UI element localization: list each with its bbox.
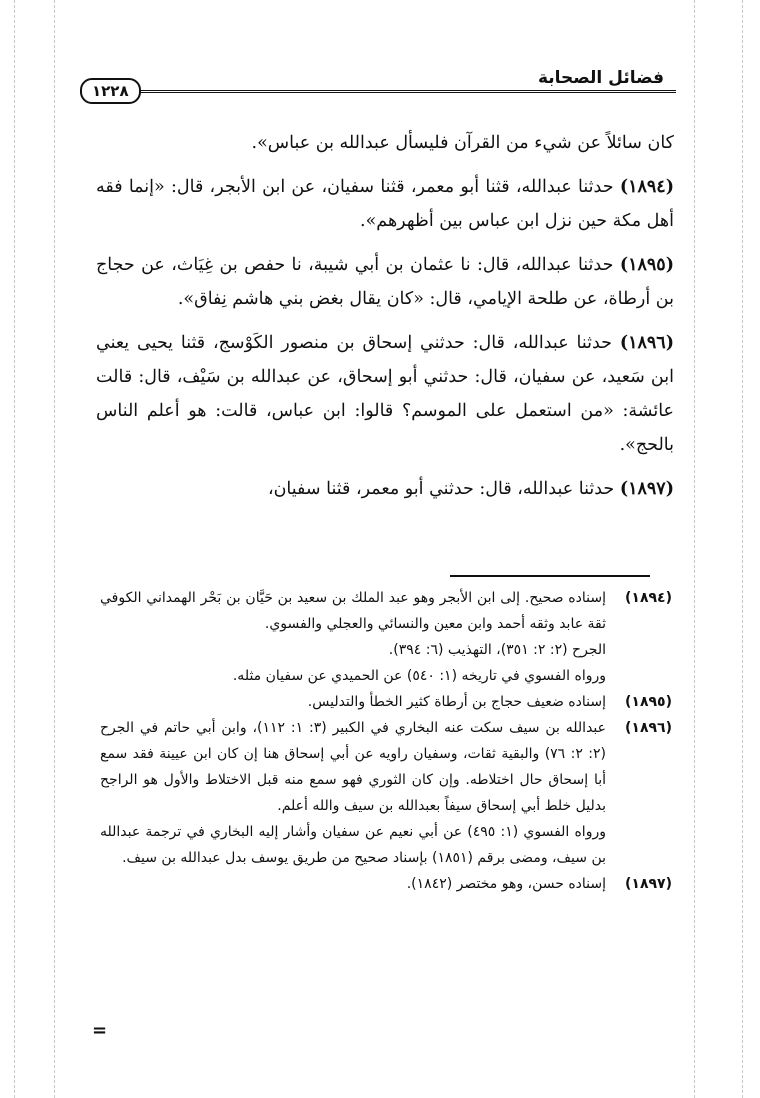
right-margin-rule xyxy=(694,0,695,1098)
header-rule xyxy=(80,90,676,93)
hadith-1894: (١٨٩٤) حدثنا عبدالله، قثنا أبو معمر، قثنا سفيان، عن ابن الأبجر، قال: «إنما فقه أهل مكة حين نزل ابن عباس بين أظهرهم». xyxy=(96,177,674,231)
hadith-1896: (١٨٩٦) حدثنا عبدالله، قال: حدثني إسحاق بن منصور الكَوْسج، قثنا يحيى يعني ابن سَعيد، عن سفيان، قال: حدثني أبو إسحاق، عن عبدالله بن سَيْف، قال: قالت عائشة: «من استعمل على الموسم؟ قالوا: ابن عباس، قالت: هو أعلم الناس بالحج». xyxy=(96,333,674,455)
left-margin-rule-2 xyxy=(54,0,55,1098)
footnote-1895: (١٨٩٥) إسناده ضعيف حجاج بن أرطاة كثير الخطأ والتدليس. xyxy=(100,689,672,715)
hadith-1897: (١٨٩٧) حدثنا عبدالله، قال: حدثني أبو معمر، قثنا سفيان، xyxy=(267,479,674,499)
right-margin-rule-2 xyxy=(742,0,743,1098)
hadith-number: (١٨٩٧) xyxy=(619,479,674,499)
footnote-1894: (١٨٩٤) إسناده صحيح. إلى ابن الأبجر وهو عبد الملك بن سعيد بن حَيَّان بن بَحْر الهمداني الكوفي ثقة عابد وثقه أحمد وابن معين والنسائي والعجلي والفسوي. الجرح (٢: ٢: ٣٥١)، التهذيب (٦: ٣٩٤). ورواه الفسوي في تاريخه (١: ٥٤٠) عن الحميدي عن سفيان مثله. xyxy=(100,585,672,689)
footnote-number: (١٨٩٥) xyxy=(625,694,672,710)
footnote-number: (١٨٩٦) xyxy=(625,720,672,736)
footnotes xyxy=(100,585,672,897)
main-text xyxy=(96,126,674,516)
footnote-1897: (١٨٩٧) إسناده حسن، وهو مختصر (١٨٤٢). xyxy=(100,871,672,897)
continuation-mark: = xyxy=(92,1020,108,1041)
footnote-number: (١٨٩٧) xyxy=(625,876,672,892)
hadith-1895: (١٨٩٥) حدثنا عبدالله، قال: نا عثمان بن أبي شيبة، نا حفص بن غِيَاث، عن حجاج بن أرطاة، عن طلحة الإيامي، قال: «كان يقال بغض بني هاشم نِفاق». xyxy=(96,255,674,309)
footnote-1896: (١٨٩٦) عبدالله بن سيف سكت عنه البخاري في الكبير (٣: ١: ١١٢)، وابن أبي حاتم في الجرح (٢: ٢: ٧٦) والبقية ثقات، وسفيان راويه عن أبي إسحاق هنا إن كان ابن عيينة فقد سمع أبا إسحاق حال اختلاطه. وإن كان الثوري فهو سمع منه قبل الاختلاط والأول هو الراجح بدليل خلط أبي إسحاق سيفاً بعبدالله بن سيف والله أعلم. ورواه الفسوي (١: ٤٩٥) عن أبي نعيم عن سفيان وأشار إليه البخاري في ترجمة عبدالله بن سيف، ومضى برقم (١٨٥١) بإسناد صحيح من طريق يوسف بدل عبدالله بن سيف. xyxy=(100,715,672,871)
page-header xyxy=(80,66,676,106)
footnote-number: (١٨٩٤) xyxy=(625,590,672,606)
hadith-number: (١٨٩٦) xyxy=(619,333,674,353)
left-margin-rule xyxy=(14,0,15,1098)
running-title: فضائل الصحابة xyxy=(537,68,664,88)
hadith-number: (١٨٩٥) xyxy=(619,255,674,275)
footnote-separator xyxy=(450,575,650,577)
paragraph-continuation: كان سائلاً عن شيء من القرآن فليسأل عبدالله بن عباس». xyxy=(251,133,674,153)
page-number-badge: ١٢٢٨ xyxy=(80,78,141,104)
hadith-number: (١٨٩٤) xyxy=(619,177,674,197)
